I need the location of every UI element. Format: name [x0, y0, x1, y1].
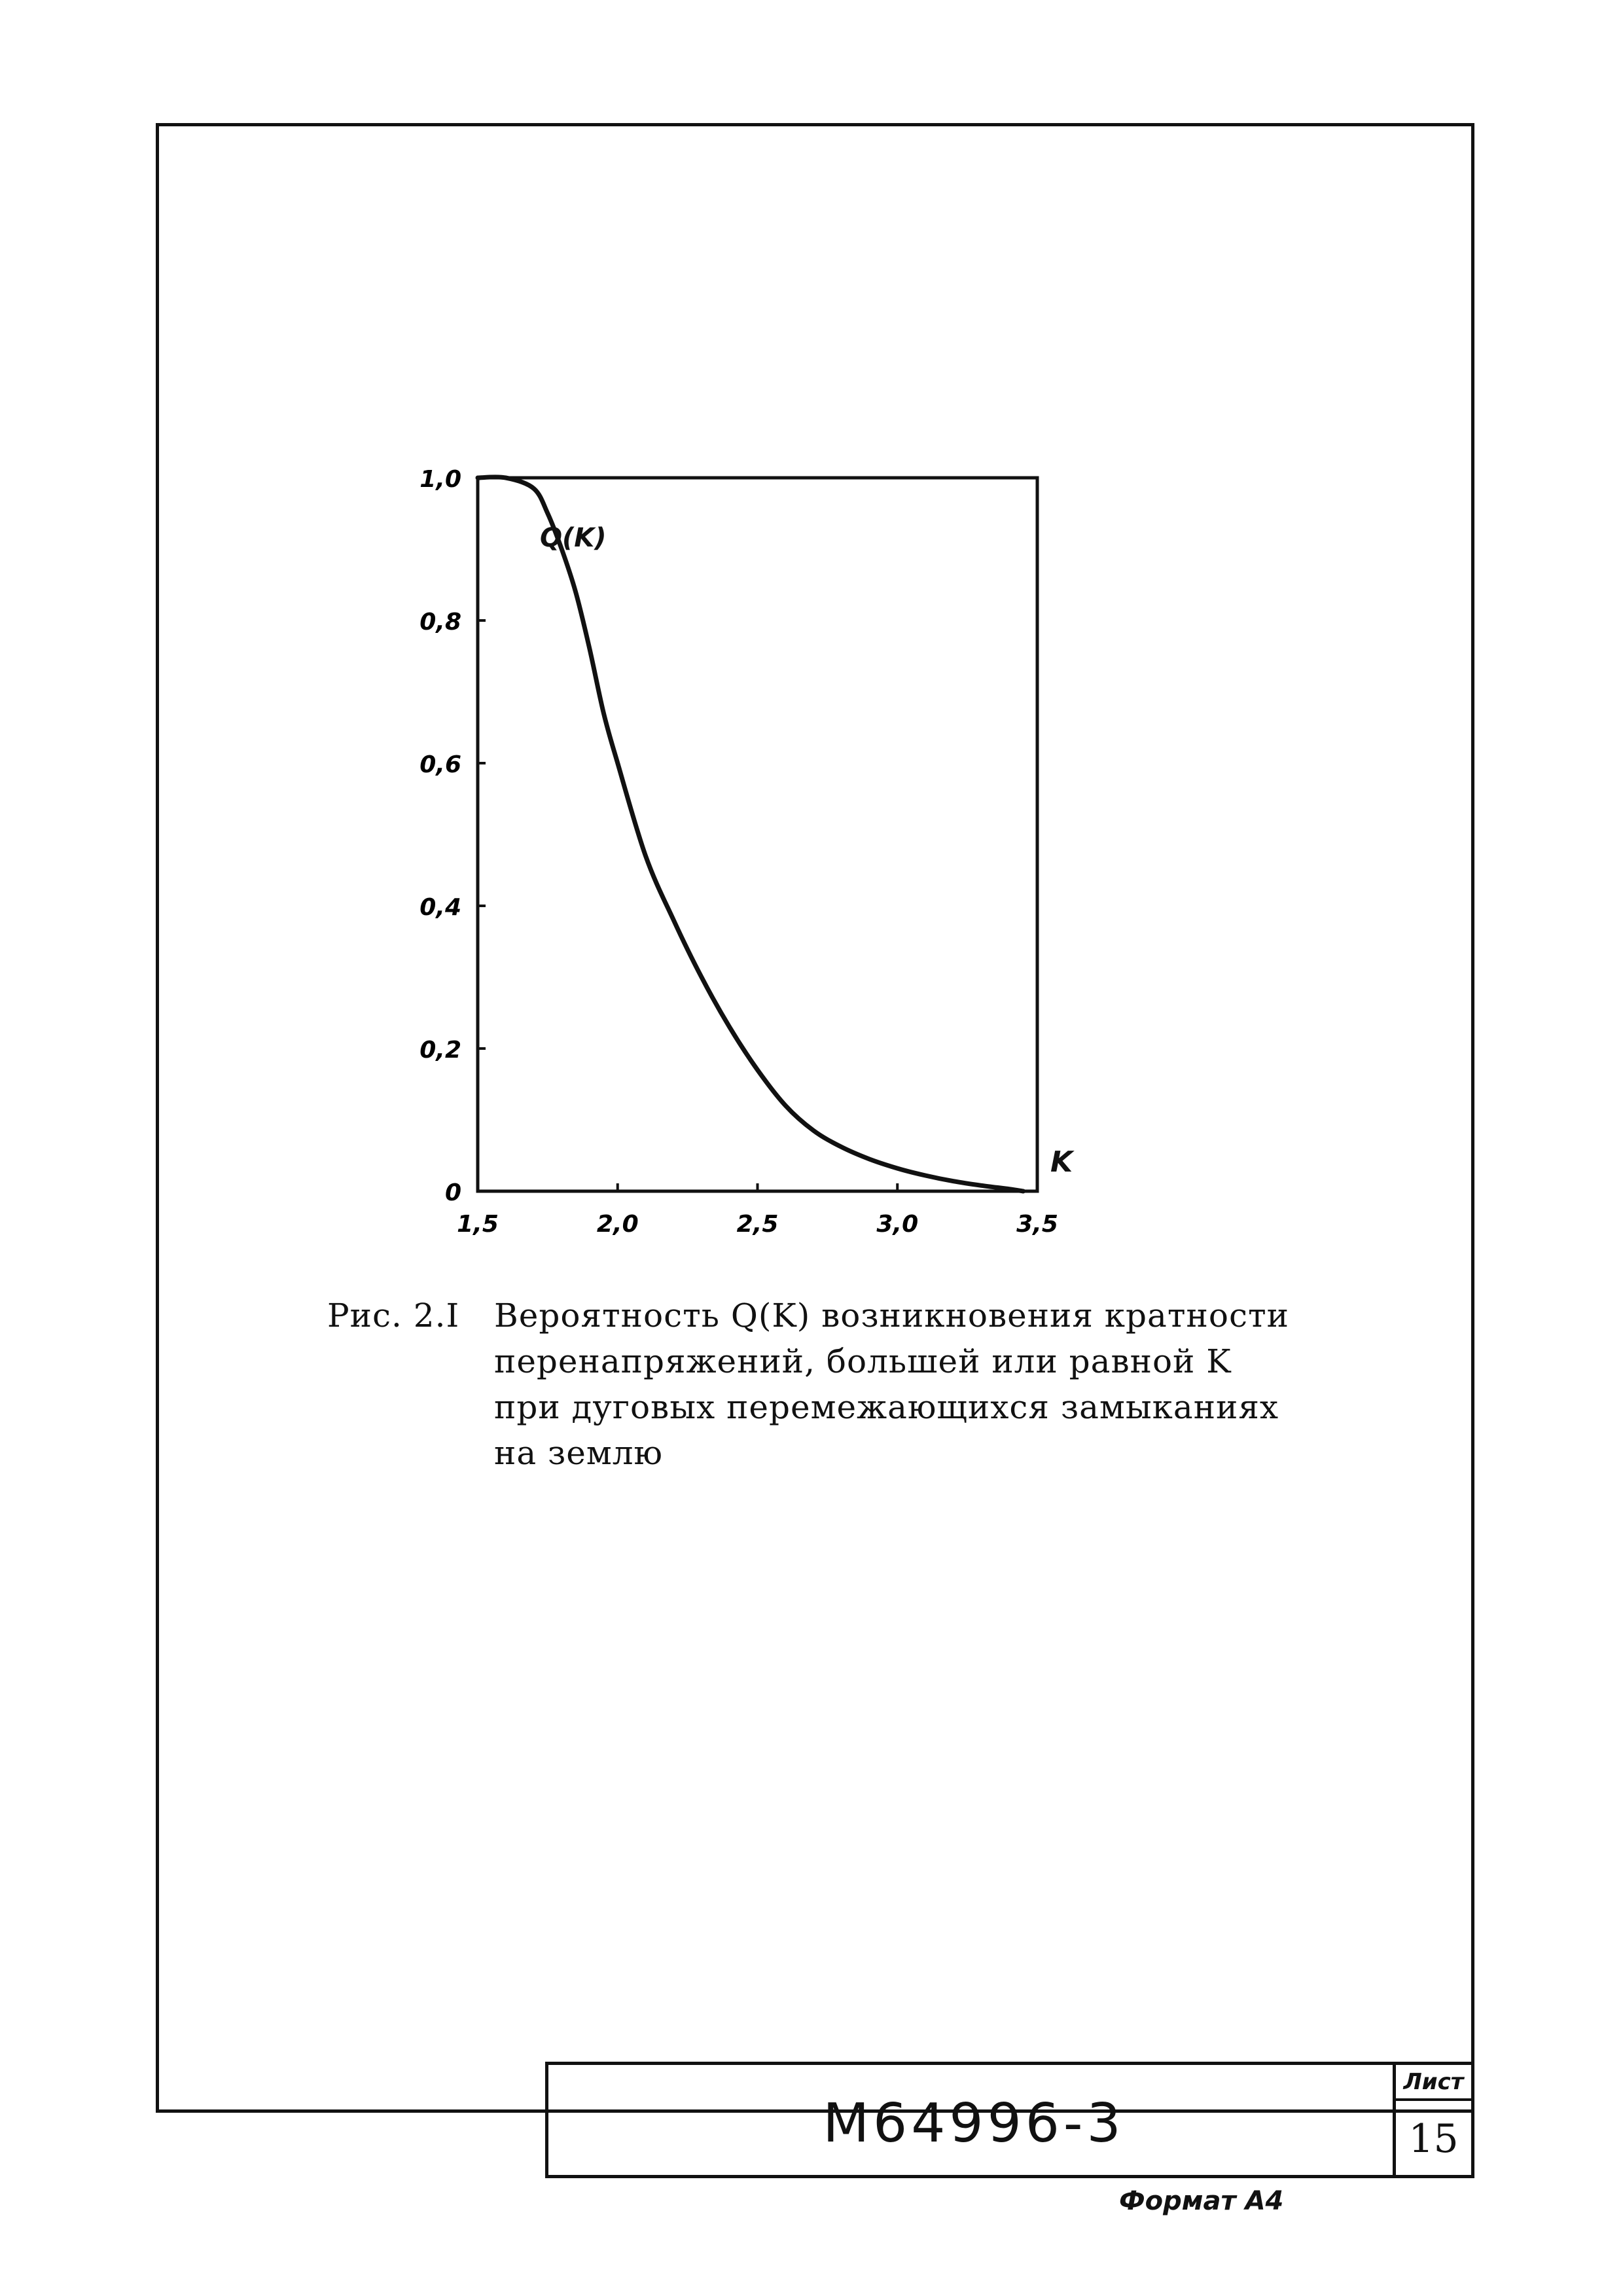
x-tick-label: 3,5 — [1016, 1211, 1058, 1238]
y-tick-label: 0,6 — [419, 751, 461, 778]
figure-label: Рис. 2.I — [327, 1297, 460, 1335]
caption-line-4: на землю — [494, 1434, 664, 1472]
x-axis-label: K — [1050, 1145, 1073, 1179]
x-tick-label: 2,0 — [596, 1211, 639, 1238]
series-label: Q(K) — [540, 523, 607, 553]
caption-line-3: при дуговых перемежающихся замыканиях — [494, 1388, 1279, 1426]
title-block — [545, 2062, 1474, 2178]
x-tick-label: 3,0 — [876, 1211, 919, 1238]
plot-area — [478, 478, 1037, 1191]
figure-caption — [327, 1293, 1309, 1476]
document-code: М64996-3 — [823, 2092, 1125, 2155]
probability-chart — [366, 432, 1178, 1283]
y-tick-label: 0,8 — [419, 609, 461, 636]
y-tick-label: 1,0 — [419, 466, 461, 493]
caption-line-2: перенапряжений, большей или равной K — [494, 1342, 1232, 1380]
sheet-number: 15 — [1408, 2116, 1459, 2162]
y-tick-label: 0,4 — [419, 894, 461, 921]
x-tick-label: 1,5 — [457, 1211, 499, 1238]
caption-line-1: Вероятность Q(K) возникновения кратности — [494, 1297, 1289, 1335]
series-line-q-k — [478, 477, 1024, 1191]
y-tick-label: 0 — [444, 1179, 461, 1206]
x-tick-label: 2,5 — [736, 1211, 779, 1238]
y-axis-ticks — [419, 466, 486, 1206]
format-label: Формат А4 — [1119, 2186, 1284, 2216]
sheet-box — [1393, 2065, 1471, 2175]
y-tick-label: 0,2 — [419, 1037, 461, 1064]
sheet-label: Лист — [1396, 2065, 1471, 2101]
